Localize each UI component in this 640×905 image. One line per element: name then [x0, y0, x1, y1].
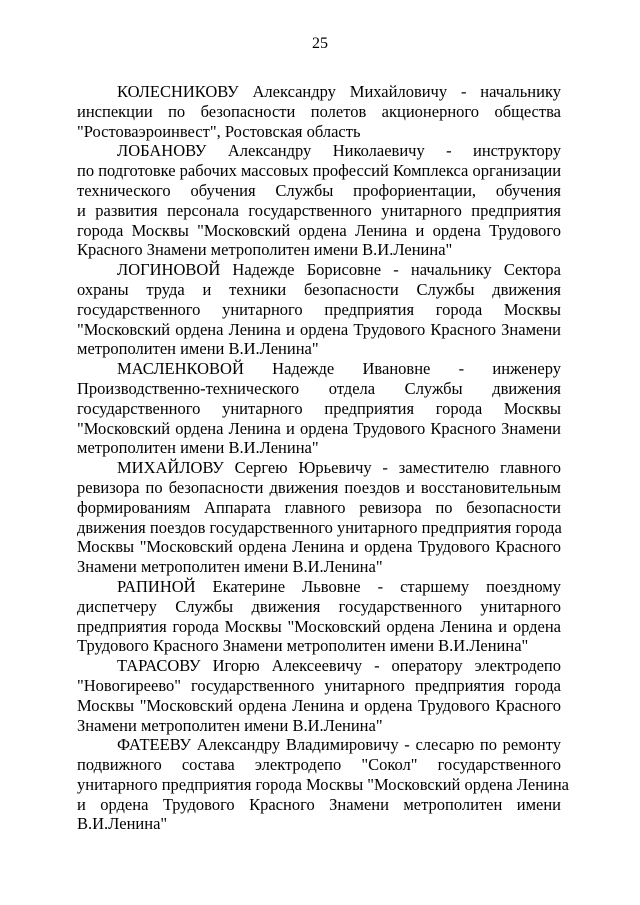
- entry-text-line: ЛОБАНОВУ Александру Николаевичу - инструктору: [117, 141, 561, 161]
- entry-text-line: метрополитен имени В.И.Ленина": [77, 438, 319, 458]
- entry-text-line: и развития персонала государственного унитарного предприятия: [77, 200, 561, 220]
- entry-text-line: инспекции по безопасности полетов акционерного общества: [77, 101, 561, 121]
- award-entry: [77, 577, 561, 656]
- entry-text-line: ТАРАСОВУ Игорю Алексеевичу - оператору электродепо: [117, 656, 561, 676]
- entry-text-line: и ордена Трудового Красного Знамени метрополитен имени: [77, 794, 561, 814]
- award-entry: [77, 260, 561, 359]
- entry-text-line: ревизора по безопасности движения поездов и восстановительным: [77, 477, 561, 497]
- award-entry: [77, 656, 561, 735]
- award-entry: [77, 359, 561, 458]
- entry-text-line: Москвы "Московский ордена Ленина и ордена Трудового Красного: [77, 695, 561, 715]
- entry-text-line: охраны труда и техники безопасности Службы движения: [77, 279, 561, 299]
- entry-text-line: ЛОГИНОВОЙ Надежде Борисовне - начальнику Сектора: [117, 260, 561, 280]
- entry-text-line: Красного Знамени метрополитен имени В.И.Ленина": [77, 240, 453, 260]
- entry-text-line: "Новогиреево" государственного унитарного предприятия города: [77, 675, 561, 695]
- award-entry: [77, 82, 561, 141]
- entry-text-line: Производственно-технического отдела Службы движения: [77, 378, 561, 398]
- entry-text-line: КОЛЕСНИКОВУ Александру Михайловичу - начальнику: [117, 82, 561, 101]
- entry-text-line: МИХАЙЛОВУ Сергею Юрьевичу - заместителю главного: [117, 458, 561, 478]
- entry-text-line: В.И.Ленина": [77, 814, 168, 834]
- entry-text-line: Трудового Красного Знамени метрополитен имени В.И.Ленина": [77, 636, 529, 656]
- entry-text-line: государственного унитарного предприятия города Москвы: [77, 299, 561, 319]
- entry-text-line: формированиям Аппарата главного ревизора по безопасности: [77, 497, 561, 517]
- award-entry: [77, 141, 561, 260]
- entry-text-line: диспетчеру Службы движения государственного унитарного: [77, 596, 561, 616]
- entry-text-line: ФАТЕЕВУ Александру Владимировичу - слесарю по ремонту: [117, 735, 561, 755]
- entry-text-line: государственного унитарного предприятия города Москвы: [77, 398, 561, 418]
- entry-text-line: МАСЛЕНКОВОЙ Надежде Ивановне - инженеру: [117, 359, 561, 379]
- entry-text-line: предприятия города Москвы "Московский ордена Ленина и ордена: [77, 616, 561, 636]
- document-body: [77, 82, 570, 834]
- entry-text-line: "Московский ордена Ленина и ордена Трудового Красного Знамени: [77, 418, 561, 438]
- entry-text-line: города Москвы "Московский ордена Ленина и ордена Трудового: [77, 220, 561, 240]
- entry-text-line: движения поездов государственного унитарного предприятия города: [77, 517, 562, 537]
- entry-text-line: подвижного состава электродепо "Сокол" государственного: [77, 755, 561, 775]
- award-entry: [77, 735, 570, 834]
- entry-text-line: Знамени метрополитен имени В.И.Ленина": [77, 557, 383, 577]
- entry-text-line: "Московский ордена Ленина и ордена Трудового Красного Знамени: [77, 319, 561, 339]
- entry-text-line: Знамени метрополитен имени В.И.Ленина": [77, 715, 383, 735]
- entry-text-line: технического обучения Службы профориентации, обучения: [77, 180, 561, 200]
- entry-text-line: РАПИНОЙ Екатерине Львовне - старшему поездному: [117, 576, 561, 596]
- entry-text-line: "Ростоваэроинвест", Ростовская область: [77, 121, 361, 141]
- entry-text-line: унитарного предприятия города Москвы "Московский ордена Ленина: [77, 774, 570, 794]
- award-entry: [77, 458, 561, 577]
- entry-text-line: по подготовке рабочих массовых профессий Комплекса организации: [77, 161, 562, 181]
- page-number: 25: [312, 35, 328, 52]
- entry-text-line: Москвы "Московский ордена Ленина и ордена Трудового Красного: [77, 537, 561, 557]
- entry-text-line: метрополитен имени В.И.Ленина": [77, 339, 319, 359]
